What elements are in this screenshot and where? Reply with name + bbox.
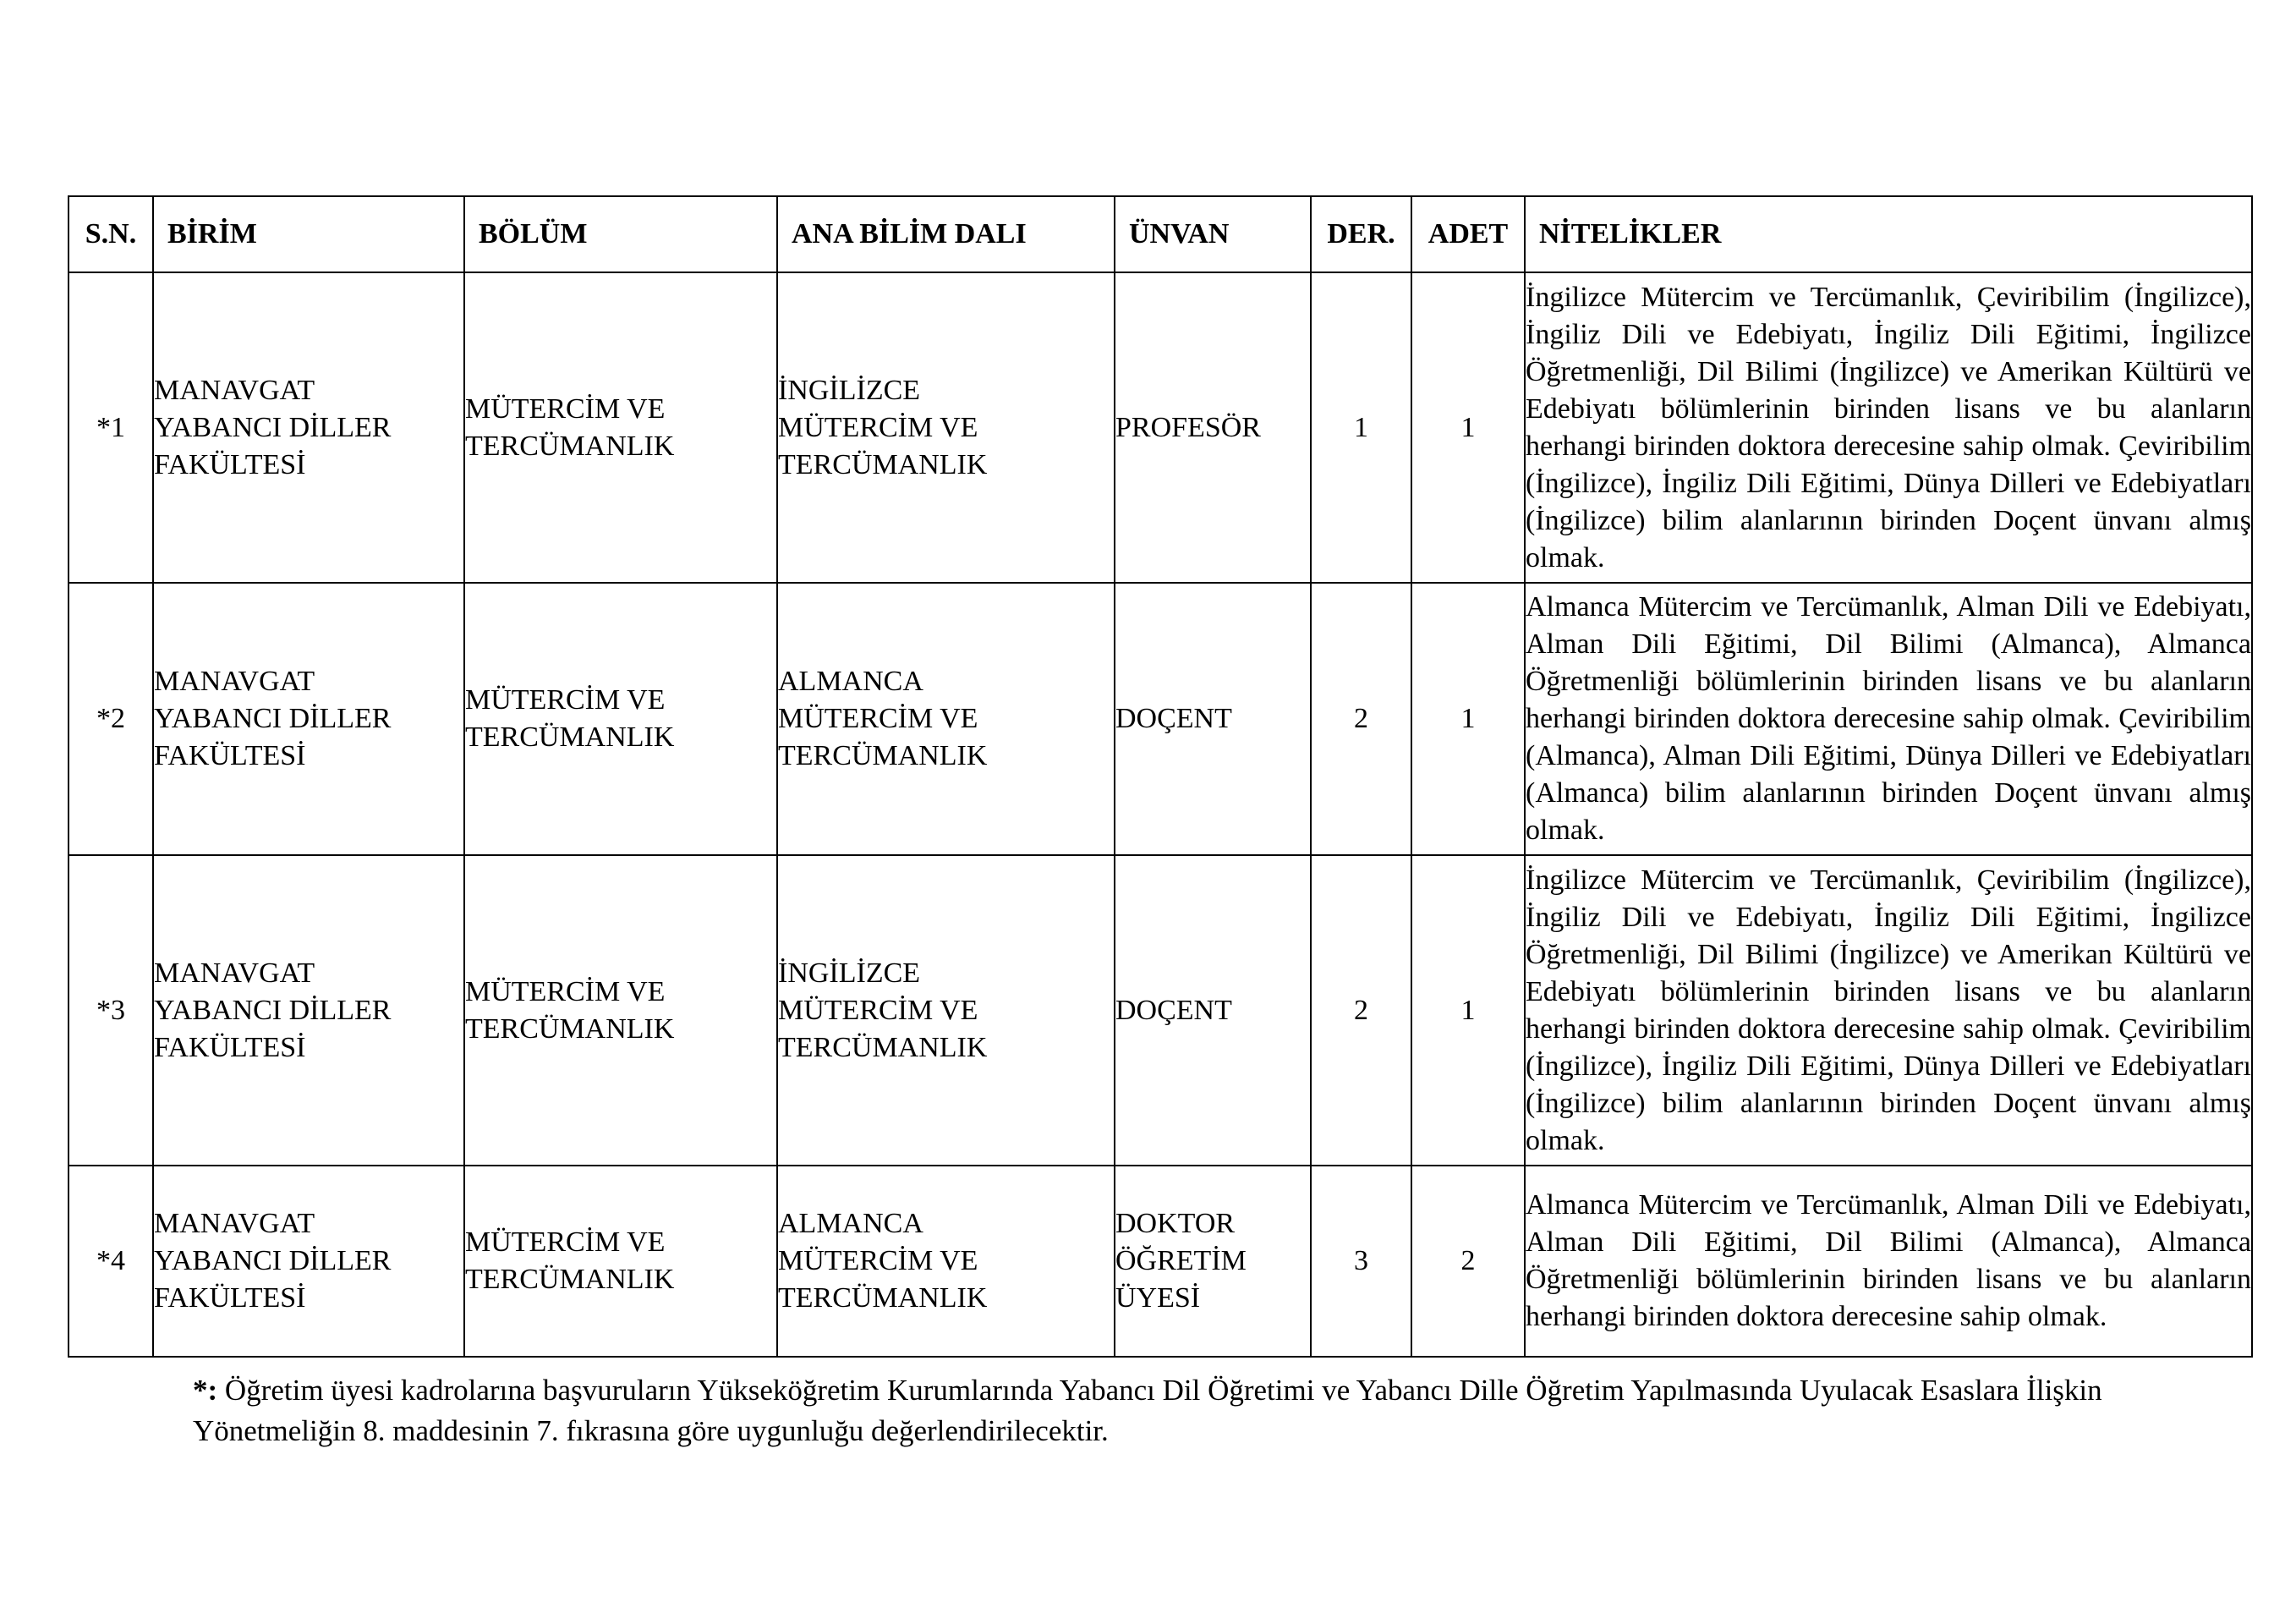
cell-line: TERCÜMANLIK xyxy=(465,1264,675,1295)
cell-line: MÜTERCİM VE xyxy=(778,994,978,1026)
cell-der: 2 xyxy=(1311,583,1411,855)
cell-line: İNGİLİZCE xyxy=(778,957,921,989)
header-unvan: ÜNVAN xyxy=(1115,196,1311,272)
cell-ana-bilim-dali xyxy=(777,855,1115,1166)
header-ana-bilim-dali: ANA BİLİM DALI xyxy=(777,196,1115,272)
cell-birim xyxy=(153,583,464,855)
cell-line: MÜTERCİM VE xyxy=(778,411,978,443)
cell-line: YABANCI DİLLER xyxy=(154,994,392,1026)
header-bolum: BÖLÜM xyxy=(464,196,777,272)
table-row xyxy=(68,583,2252,855)
cell-line: DOKTOR xyxy=(1115,1208,1236,1239)
cell-unvan xyxy=(1115,1166,1311,1357)
cell-nitelikler: İngilizce Mütercim ve Tercümanlık, Çeviribilim (İngilizce), İngiliz Dili ve Edebiyatı, İngiliz Dili Eğitimi, İngilizce Öğretmenliği, Dil Bilimi (İngilizce) ve Amerikan Kültürü ve Edebiyatı bölümlerinin birinden lisans ve bu alanların herhangi birinden doktora derecesine sahip olmak. Çeviribilim (İngilizce), İngiliz Dili Eğitimi, Dünya Dilleri ve Edebiyatları (İngilizce) bilim alanlarının birinden Doçent ünvanı almış olmak. xyxy=(1525,855,2252,1166)
cell-unvan xyxy=(1115,272,1311,583)
cell-line: FAKÜLTESİ xyxy=(154,740,306,771)
cell-der: 3 xyxy=(1311,1166,1411,1357)
cell-sn: *3 xyxy=(68,855,153,1166)
cell-line: TERCÜMANLIK xyxy=(465,721,675,753)
cell-adet: 1 xyxy=(1411,272,1525,583)
cell-line: ALMANCA xyxy=(778,1208,923,1239)
cell-birim xyxy=(153,1166,464,1357)
footnote-mark: *: xyxy=(193,1374,218,1407)
header-nitelikler: NİTELİKLER xyxy=(1525,196,2252,272)
cell-line: MANAVGAT xyxy=(154,666,315,697)
cell-unvan xyxy=(1115,855,1311,1166)
cell-line: MANAVGAT xyxy=(154,374,315,406)
cell-line: MÜTERCİM VE xyxy=(778,1245,978,1276)
cell-line: YABANCI DİLLER xyxy=(154,1245,392,1276)
cell-sn: *2 xyxy=(68,583,153,855)
footnote xyxy=(193,1370,2239,1451)
cell-line: İNGİLİZCE xyxy=(778,374,921,406)
cell-line: DOÇENT xyxy=(1115,703,1232,734)
cell-line: MANAVGAT xyxy=(154,957,315,989)
cell-adet: 2 xyxy=(1411,1166,1525,1357)
cell-line: MÜTERCİM VE xyxy=(465,392,666,425)
cell-line: TERCÜMANLIK xyxy=(465,1012,675,1045)
header-birim: BİRİM xyxy=(153,196,464,272)
header-der: DER. xyxy=(1311,196,1411,272)
cell-line: MÜTERCİM VE xyxy=(465,975,666,1007)
cell-line: FAKÜLTESİ xyxy=(154,448,306,480)
cell-birim xyxy=(153,272,464,583)
cell-ana-bilim-dali xyxy=(777,583,1115,855)
cell-birim xyxy=(153,855,464,1166)
cell-line: TERCÜMANLIK xyxy=(778,1282,988,1314)
cell-line: MÜTERCİM VE xyxy=(778,703,978,734)
cell-line: ALMANCA xyxy=(778,666,923,697)
cell-line: FAKÜLTESİ xyxy=(154,1282,306,1314)
cell-ana-bilim-dali xyxy=(777,1166,1115,1357)
table-row xyxy=(68,1166,2252,1357)
cell-line: TERCÜMANLIK xyxy=(778,1031,988,1063)
cell-adet: 1 xyxy=(1411,855,1525,1166)
header-adet: ADET xyxy=(1411,196,1525,272)
cell-line: MÜTERCİM VE xyxy=(465,1226,666,1258)
cell-line: MÜTERCİM VE xyxy=(465,684,666,716)
cell-sn: *1 xyxy=(68,272,153,583)
cell-line: TERCÜMANLIK xyxy=(465,430,675,462)
footnote-text: Öğretim üyesi kadrolarına başvuruların Yükseköğretim Kurumlarında Yabancı Dil Öğretimi ve Yabancı Dille Öğretim Yapılmasında Uyulacak Esaslara İlişkin Yönetmeliğin 8. maddesinin 7. fıkrasına göre uygunluğu değerlendirilecektir. xyxy=(193,1374,2102,1447)
cell-sn: *4 xyxy=(68,1166,153,1357)
cell-bolum xyxy=(464,1166,777,1357)
cell-bolum xyxy=(464,272,777,583)
cell-line: TERCÜMANLIK xyxy=(778,740,988,771)
cell-der: 1 xyxy=(1311,272,1411,583)
cell-line: ÖĞRETİM xyxy=(1115,1245,1247,1276)
cell-nitelikler: Almanca Mütercim ve Tercümanlık, Alman Dili ve Edebiyatı, Alman Dili Eğitimi, Dil Bilimi (Almanca), Almanca Öğretmenliği bölümlerinin birinden lisans ve bu alanların herhangi birinden doktora derecesine sahip olmak. Çeviribilim (Almanca), Alman Dili Eğitimi, Dünya Dilleri ve Edebiyatları (Almanca) bilim alanlarının birinden Doçent ünvanı almış olmak. xyxy=(1525,583,2252,855)
cell-line: TERCÜMANLIK xyxy=(778,448,988,480)
cell-line: DOÇENT xyxy=(1115,994,1232,1026)
cell-nitelikler: İngilizce Mütercim ve Tercümanlık, Çeviribilim (İngilizce), İngiliz Dili ve Edebiyatı, İngiliz Dili Eğitimi, İngilizce Öğretmenliği, Dil Bilimi (İngilizce) ve Amerikan Kültürü ve Edebiyatı bölümlerinin birinden lisans ve bu alanların herhangi birinden doktora derecesine sahip olmak. Çeviribilim (İngilizce), İngiliz Dili Eğitimi, Dünya Dilleri ve Edebiyatları (İngilizce) bilim alanlarının birinden Doçent ünvanı almış olmak. xyxy=(1525,272,2252,583)
cell-line: MANAVGAT xyxy=(154,1208,315,1239)
cell-line: YABANCI DİLLER xyxy=(154,411,392,443)
table-row xyxy=(68,272,2252,583)
cell-der: 2 xyxy=(1311,855,1411,1166)
cell-line: ÜYESİ xyxy=(1115,1282,1201,1314)
cell-line: YABANCI DİLLER xyxy=(154,703,392,734)
cell-ana-bilim-dali xyxy=(777,272,1115,583)
cell-line: PROFESÖR xyxy=(1115,411,1261,443)
cell-line: FAKÜLTESİ xyxy=(154,1031,306,1063)
table-row xyxy=(68,855,2252,1166)
cell-nitelikler: Almanca Mütercim ve Tercümanlık, Alman Dili ve Edebiyatı, Alman Dili Eğitimi, Dil Bilimi (Almanca), Almanca Öğretmenliği bölümlerinin birinden lisans ve bu alanların herhangi birinden doktora derecesine sahip olmak. xyxy=(1525,1166,2252,1357)
cell-unvan xyxy=(1115,583,1311,855)
cell-adet: 1 xyxy=(1411,583,1525,855)
header-sn: S.N. xyxy=(68,196,153,272)
cell-bolum xyxy=(464,583,777,855)
table-header-row xyxy=(68,196,2252,272)
positions-table xyxy=(68,195,2253,1358)
cell-bolum xyxy=(464,855,777,1166)
